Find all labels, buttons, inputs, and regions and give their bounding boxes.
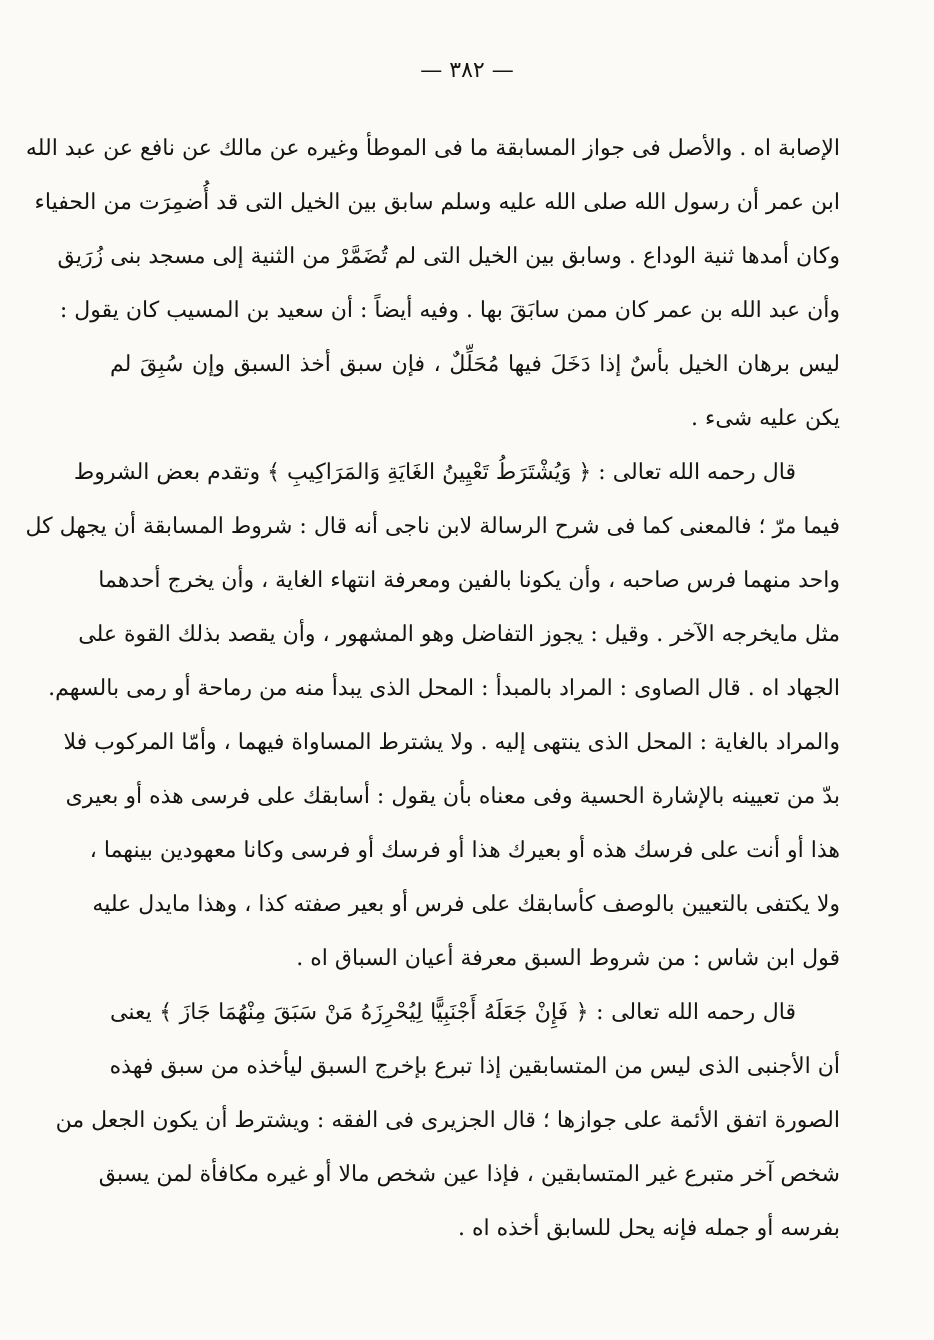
text-line: وأن عبد الله بن عمر كان ممن سابَقَ بها . وفيه أيضاً : أن سعيد بن المسيب كان يقول : bbox=[59, 298, 840, 323]
text-line: أن الأجنبى الذى ليس من المتسابقين إذا تبرع بإخرج السبق ليأخذه من سبق فهذه bbox=[109, 1054, 840, 1079]
text-line: والمراد بالغاية : المحل الذى ينتهى إليه . ولا يشترط المساواة فيهما ، وأمّا المركوب فلا bbox=[63, 730, 840, 755]
text-line: واحد منهما فرس صاحبه ، وأن يكونا بالفين ومعرفة انتهاء الغاية ، وأن يخرج أحدهما bbox=[98, 568, 840, 593]
text-line: يكن عليه شىء . bbox=[691, 406, 840, 431]
text-line: بدّ من تعيينه بالإشارة الحسية وفى معناه بأن يقول : أسابقك على فرسى هذه أو بعيرى bbox=[65, 784, 840, 809]
text-line: وكان أمدها ثنية الوداع . وسابق بين الخيل التى لم تُضَمَّرْ من الثنية إلى مسجد بنى زُرَيق bbox=[57, 244, 840, 269]
text-line: ولا يكتفى بالتعيين بالوصف كأسابقك على فرس أو بعير صفته كذا ، وهذا مايدل عليه bbox=[92, 892, 840, 917]
page-number: — ٣٨٢ — bbox=[420, 58, 514, 83]
text-line: فيما مرّ ؛ فالمعنى كما فى شرح الرسالة لابن ناجى أنه قال : شروط المسابقة أن يجهل كل bbox=[25, 514, 840, 539]
body-text bbox=[25, 122, 840, 1256]
text-line: الإصابة اه . والأصل فى جواز المسابقة ما فى الموطأ وغيره عن مالك عن نافع عن عبد الله bbox=[25, 136, 840, 161]
text-line: بفرسه أو جمله فإنه يحل للسابق أخذه اه . bbox=[457, 1216, 840, 1241]
text-line: الجهاد اه . قال الصاوى : المراد بالمبدأ : المحل الذى يبدأ منه من رماحة أو رمى بالسهم. bbox=[48, 676, 840, 701]
text-line: قال رحمه الله تعالى : ﴿ وَيُشْتَرَطُ تَعْيِينُ الغَايَةِ وَالمَرَاكِيبِ ﴾ وتقدم بعض الشروط bbox=[73, 460, 796, 485]
text-line: قال رحمه الله تعالى : ﴿ فَإِنْ جَعَلَهُ أَجْنَبِيًّا لِيُحْرِزَهُ مَنْ سَبَقَ مِنْهُمَا جَازَ ﴾ يعنى bbox=[110, 1000, 796, 1025]
text-line: ابن عمر أن رسول الله صلى الله عليه وسلم سابق بين الخيل التى قد أُضمِرَت من الحفياء bbox=[34, 190, 840, 215]
text-line: الصورة اتفق الأئمة على جوازها ؛ قال الجزيرى فى الفقه : ويشترط أن يكون الجعل من bbox=[55, 1108, 840, 1133]
text-line: قول ابن شاس : من شروط السبق معرفة أعيان السباق اه . bbox=[296, 946, 840, 971]
text-line: هذا أو أنت على فرسك هذه أو بعيرك هذا أو فرسك أو فرسى وكانا معهودين بينهما ، bbox=[89, 838, 840, 863]
text-line: شخص آخر متبرع غير المتسابقين ، فإذا عين شخص مالا أو غيره مكافأة لمن يسبق bbox=[98, 1162, 840, 1187]
text-line: ليس برهان الخيل بأسٌ إذا دَخَلَ فيها مُحَلِّلٌ ، فإن سبق أخذ السبق وإن سُبِقَ لم bbox=[110, 352, 840, 377]
text-line: مثل مايخرجه الآخر . وقيل : يجوز التفاضل وهو المشهور ، وأن يقصد بذلك القوة على bbox=[78, 622, 840, 647]
